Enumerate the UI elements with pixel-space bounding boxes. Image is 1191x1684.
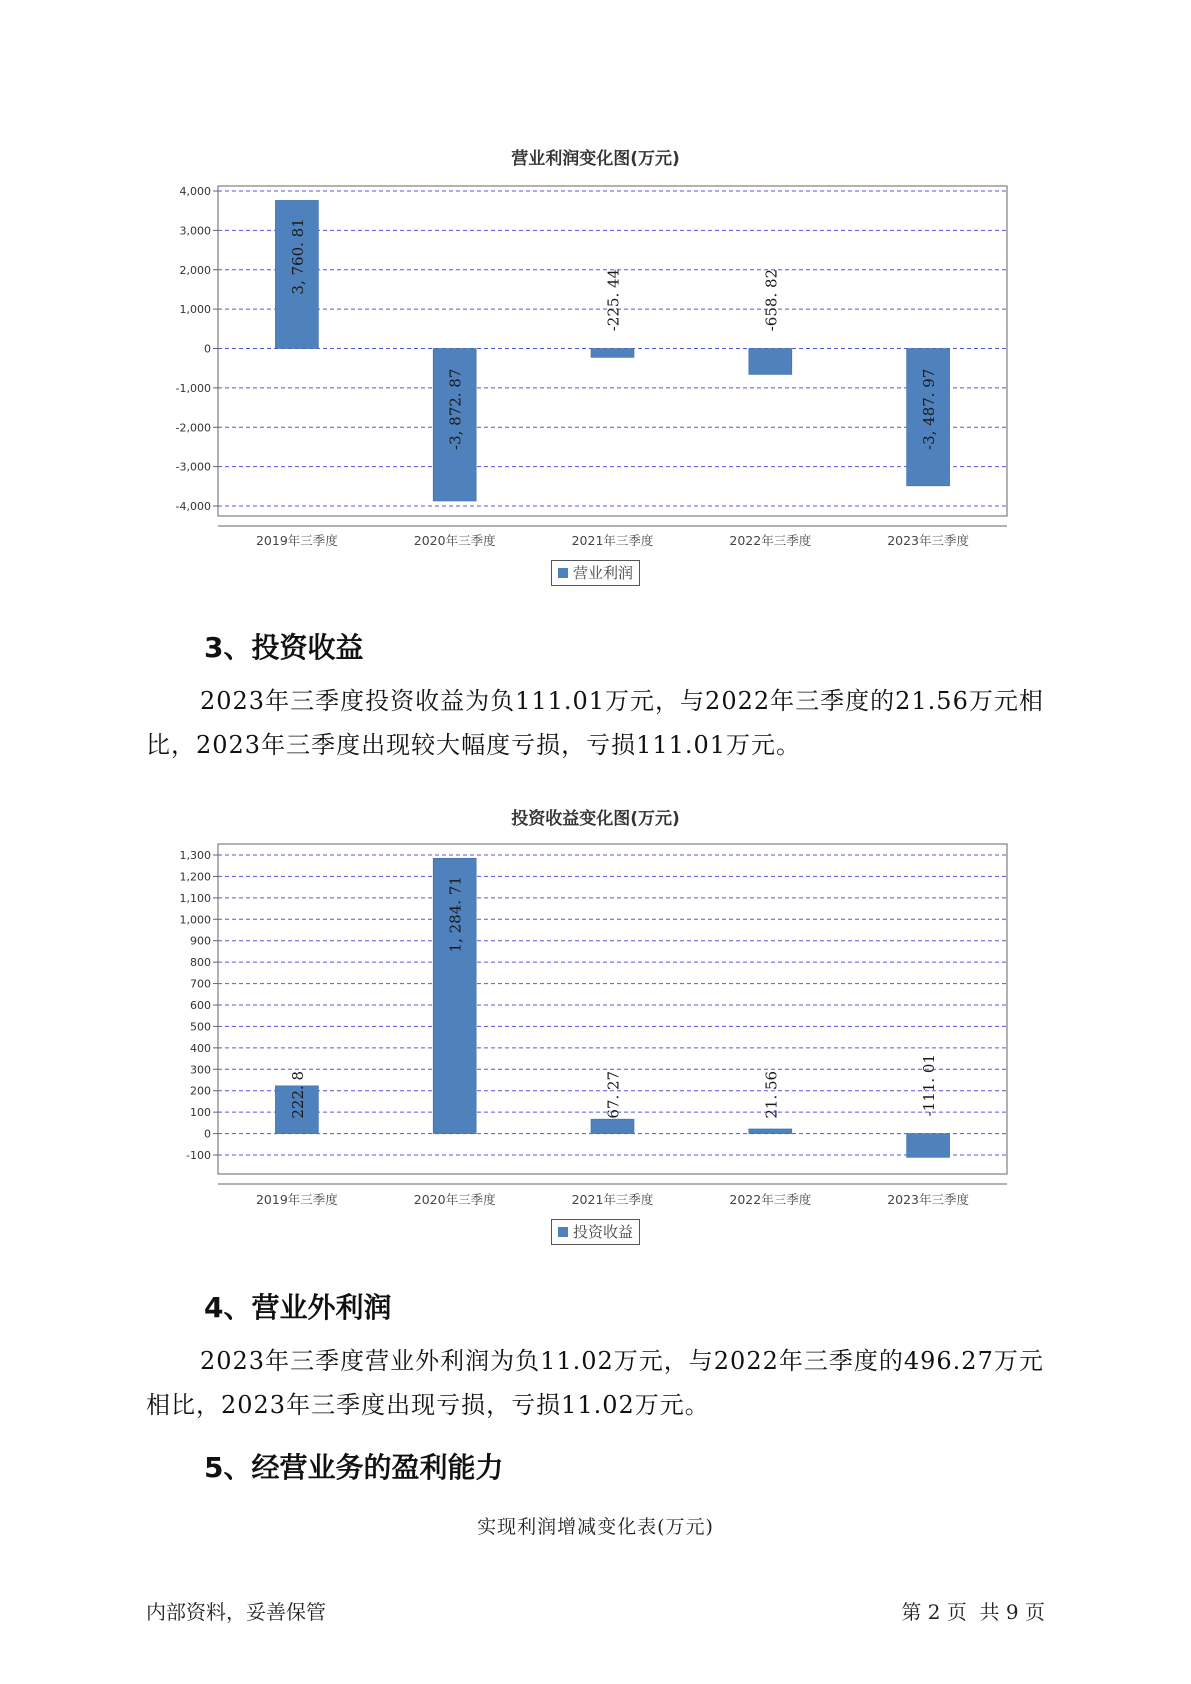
chart2-investment-income (0, 838, 1191, 1220)
y-tick-label: 0 (204, 342, 211, 356)
y-tick-label: 1,000 (179, 913, 211, 927)
legend-swatch (558, 568, 568, 578)
heading-operating-profitability: 5、经营业务的盈利能力 (204, 1451, 504, 1484)
x-tick-label: 2020年三季度 (413, 1192, 496, 1207)
heading-non-operating-profit: 4、营业外利润 (204, 1291, 392, 1324)
y-tick-label: 2,000 (179, 263, 211, 277)
bar-data-label: -3, 872. 87 (446, 368, 465, 451)
footer-page-number: 第 2 页 共 9 页 (901, 1600, 1045, 1624)
chart1-operating-profit (0, 180, 1191, 560)
y-tick-label: 400 (190, 1041, 211, 1055)
x-tick-label: 2023年三季度 (887, 533, 970, 548)
y-tick-label: 1,300 (179, 849, 211, 862)
x-tick-label: 2021年三季度 (571, 1192, 654, 1207)
x-tick-label: 2022年三季度 (729, 1192, 812, 1207)
y-tick-label: 700 (190, 977, 211, 991)
bar-data-label: 3, 760. 81 (288, 218, 307, 295)
bar-data-label: -3, 487. 97 (920, 368, 939, 451)
y-tick-label: 3,000 (179, 224, 211, 238)
y-tick-label: -100 (186, 1149, 211, 1162)
chart1-title: 营业利润变化图(万元) (511, 149, 680, 169)
x-tick-label: 2021年三季度 (571, 533, 654, 548)
y-tick-label: 500 (190, 1020, 211, 1034)
bar-data-label: 21. 56 (762, 1070, 781, 1119)
paragraph-non-operating-profit: 2023年三季度营业外利润为负11.02万元，与2022年三季度的496.27万元相比，2023年三季度出现亏损，亏损11.02万元。 (146, 1347, 1044, 1419)
chart2-legend-label: 投资收益 (573, 1223, 634, 1241)
table-caption: 实现利润增减变化表(万元) (477, 1516, 714, 1538)
footer-confidential-note: 内部资料，妥善保管 (146, 1600, 326, 1624)
y-tick-label: 800 (190, 956, 211, 970)
y-tick-label: 200 (190, 1084, 211, 1098)
x-tick-label: 2019年三季度 (255, 1192, 338, 1207)
y-tick-label: 100 (190, 1106, 211, 1120)
chart2-legend (551, 1219, 640, 1245)
bar (907, 1134, 950, 1158)
y-tick-label: 300 (190, 1063, 211, 1077)
chart1-legend-label: 营业利润 (573, 564, 634, 582)
chart2-title: 投资收益变化图(万元) (511, 809, 680, 829)
x-tick-label: 2020年三季度 (413, 533, 496, 548)
bar-data-label: -658. 82 (762, 268, 781, 332)
y-tick-label: 0 (204, 1127, 211, 1141)
y-tick-label: -3,000 (175, 460, 211, 474)
legend-swatch (558, 1227, 568, 1237)
y-tick-label: 1,100 (179, 891, 211, 905)
bar (591, 349, 634, 358)
y-tick-label: -4,000 (175, 500, 211, 513)
bar (591, 1119, 634, 1133)
x-tick-label: 2023年三季度 (887, 1192, 970, 1207)
paragraph-investment-income: 2023年三季度投资收益为负111.01万元，与2022年三季度的21.56万元相比，2023年三季度出现较大幅度亏损，亏损111.01万元。 (146, 687, 1044, 759)
y-tick-label: -1,000 (175, 381, 211, 395)
x-tick-label: 2019年三季度 (255, 533, 338, 548)
y-tick-label: 600 (190, 999, 211, 1012)
chart1-legend (551, 560, 640, 586)
y-tick-label: -2,000 (175, 421, 211, 435)
bar-data-label: 222. 8 (288, 1070, 307, 1119)
bar-data-label: 67. 27 (604, 1070, 623, 1119)
y-tick-label: 900 (190, 934, 211, 948)
bar-data-label: -225. 44 (604, 268, 623, 332)
bar (749, 1129, 792, 1134)
y-tick-label: 1,000 (179, 303, 211, 317)
heading-investment-income: 3、投资收益 (204, 631, 364, 664)
y-tick-label: 1,200 (179, 870, 211, 884)
bar-data-label: 1, 284. 71 (446, 876, 465, 953)
bar-data-label: -111. 01 (920, 1054, 939, 1117)
bar (749, 349, 792, 375)
x-tick-label: 2022年三季度 (729, 533, 812, 548)
y-tick-label: 4,000 (179, 185, 211, 198)
